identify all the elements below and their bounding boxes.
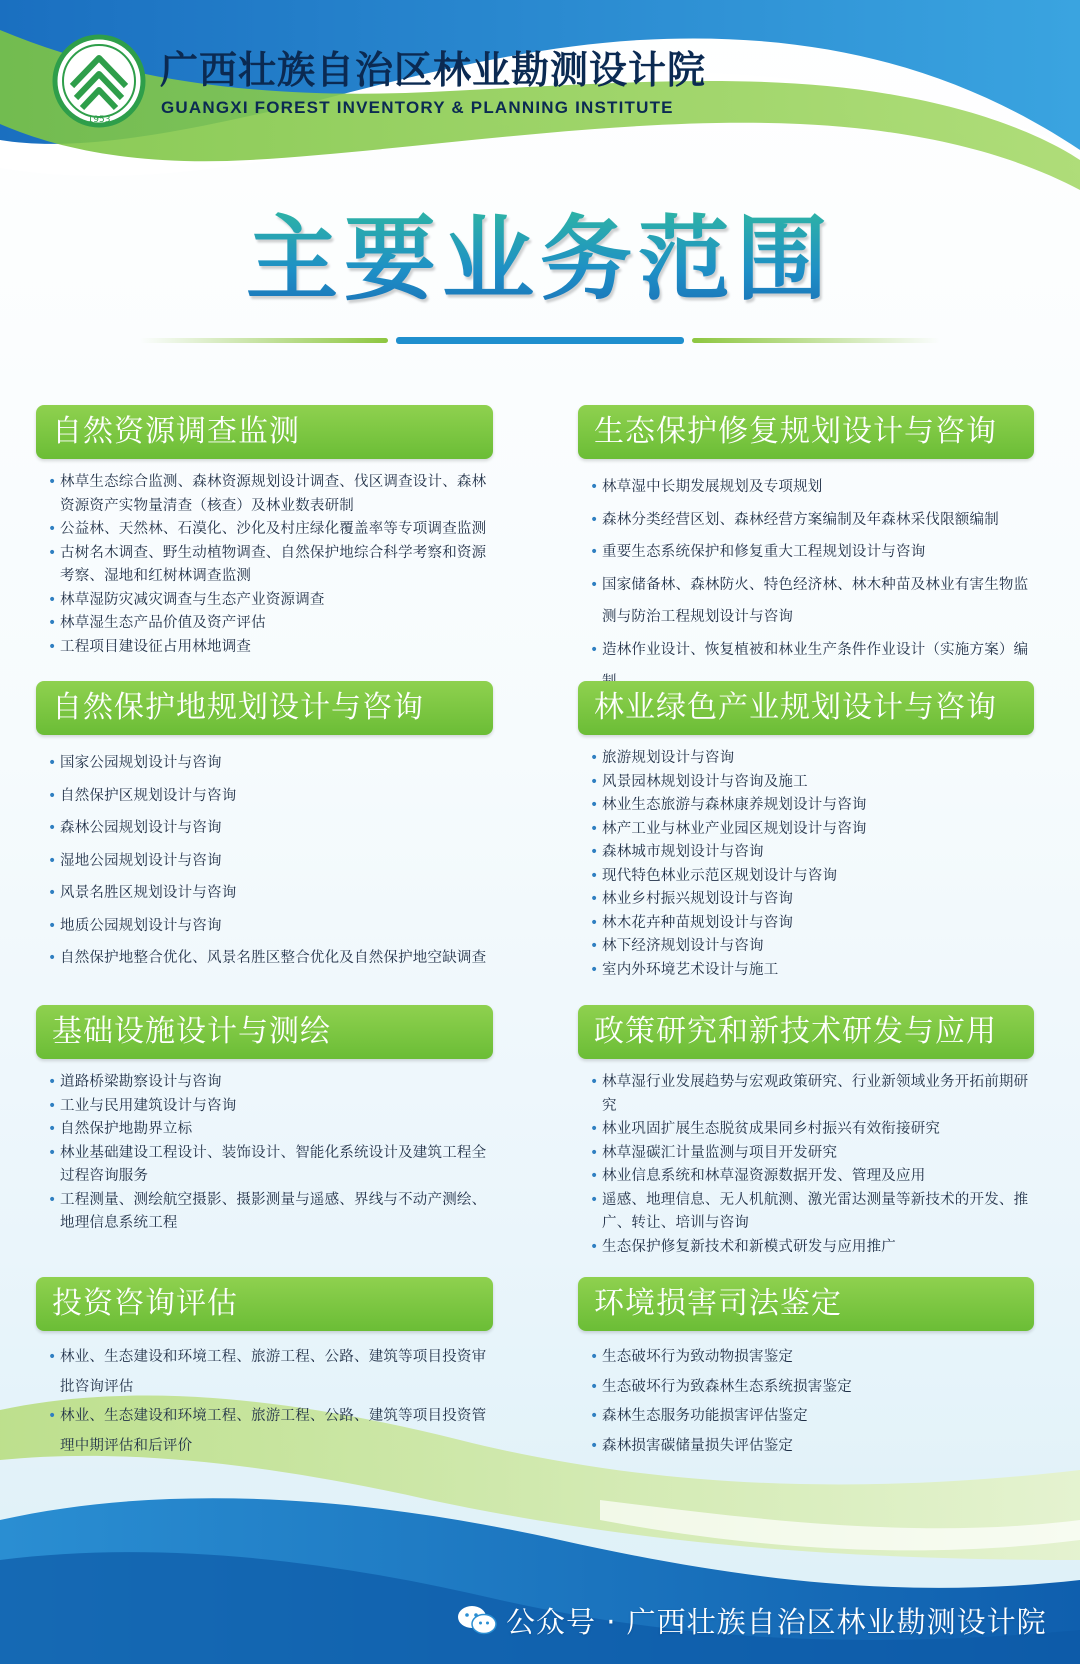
list-item: • 风景名胜区规划设计与咨询	[48, 877, 493, 910]
list-item: • 林草生态综合监测、森林资源规划设计调查、伐区调查设计、森林资源资产实物量清查（核查）及林业数表研制	[48, 471, 493, 518]
section-heading: 投资咨询评估	[36, 1277, 493, 1331]
footer-watermark	[456, 1598, 1047, 1642]
list-item: • 自然保护区规划设计与咨询	[48, 780, 493, 813]
section-heading: 基础设施设计与测绘	[36, 1005, 493, 1059]
list-item: • 林下经济规划设计与咨询	[590, 935, 1034, 959]
list-item: • 生态破坏行为致动物损害鉴定	[590, 1343, 1034, 1373]
org-name-en: GUANGXI FOREST INVENTORY & PLANNING INSTITUTE	[161, 98, 674, 117]
institute-logo	[52, 34, 146, 128]
list-item: • 林草湿中长期发展规划及专项规划	[590, 471, 1034, 504]
list-item: • 造林作业设计、恢复植被和林业生产条件作业设计（实施方案）编	[590, 634, 1034, 699]
list-item: • 重要生态系统保护和修复重大工程规划设计与咨询	[590, 536, 1034, 569]
list-item: • 森林分类经营区划、森林经营方案编制及年森林采伐限额编制	[590, 504, 1034, 537]
list-item: • 林草湿生态产品价值及资产评估	[48, 612, 493, 636]
list-item: • 林草湿碳汇计量监测与项目开发研究	[590, 1142, 1034, 1166]
list-item: • 国家公园规划设计与咨询	[48, 747, 493, 780]
section-list	[578, 747, 1034, 982]
list-item: • 生态破坏行为致森林生态系统损害鉴定	[590, 1373, 1034, 1403]
title-divider-center	[396, 337, 684, 344]
list-item: • 现代特色林业示范区规划设计与咨询	[590, 865, 1034, 889]
section-heading: 自然保护地规划设计与咨询	[36, 681, 493, 735]
section-policy-research-tech	[578, 1005, 1034, 1259]
list-item: • 古树名木调查、野生动植物调查、自然保护地综合科学考察和资源考察、湿地和红树林调查监测	[48, 542, 493, 589]
section-list	[36, 1343, 493, 1461]
list-item: • 林业乡村振兴规划设计与咨询	[590, 888, 1034, 912]
section-eco-restoration-planning	[578, 405, 1034, 699]
list-item: • 森林公园规划设计与咨询	[48, 812, 493, 845]
list-item: • 森林损害碳储量损失评估鉴定	[590, 1432, 1034, 1462]
section-infrastructure-surveying	[36, 1005, 493, 1236]
section-list	[578, 1071, 1034, 1259]
section-heading: 生态保护修复规划设计与咨询	[578, 405, 1034, 459]
org-name-cn: 广西壮族自治区林业勘测设计院	[160, 47, 707, 92]
list-item: • 林业基础建设工程设计、装饰设计、智能化系统设计及建筑工程全过程咨询服务	[48, 1142, 493, 1189]
section-heading: 环境损害司法鉴定	[578, 1277, 1034, 1331]
logo-year: 1953	[87, 115, 111, 125]
list-item: • 林业、生态建设和环境工程、旅游工程、公路、建筑等项目投资管理中期评估和后评价	[48, 1402, 493, 1461]
title-divider-left	[140, 338, 388, 343]
section-heading: 自然资源调查监测	[36, 405, 493, 459]
section-protected-area-planning	[36, 681, 493, 975]
list-item: • 风景园林规划设计与咨询及施工	[590, 771, 1034, 795]
list-item: • 地质公园规划设计与咨询	[48, 910, 493, 943]
list-item: • 林业巩固扩展生态脱贫成果同乡村振兴有效衔接研究	[590, 1118, 1034, 1142]
section-investment-consulting	[36, 1277, 493, 1461]
list-item: • 工业与民用建筑设计与咨询	[48, 1095, 493, 1119]
list-item: • 林木花卉种苗规划设计与咨询	[590, 912, 1034, 936]
footer-text: 公众号 · 广西壮族自治区林业勘测设计院	[506, 1604, 1047, 1639]
section-green-industry-planning	[578, 681, 1034, 982]
list-item: • 林草湿防灾减灾调查与生态产业资源调查	[48, 589, 493, 613]
section-list	[578, 471, 1034, 699]
list-item: • 林草湿行业发展趋势与宏观政策研究、行业新领域业务开拓前期研究	[590, 1071, 1034, 1118]
list-item: • 林产工业与林业产业园区规划设计与咨询	[590, 818, 1034, 842]
section-environmental-forensics	[578, 1277, 1034, 1461]
list-item: • 遥感、地理信息、无人机航测、激光雷达测量等新技术的开发、推广、转让、培训与咨询	[590, 1189, 1034, 1236]
wechat-icon	[456, 1603, 498, 1637]
title-divider-right	[692, 338, 940, 343]
section-heading: 政策研究和新技术研发与应用	[578, 1005, 1034, 1059]
list-item: • 工程测量、测绘航空摄影、摄影测量与遥感、界线与不动产测绘、地理信息系统工程	[48, 1189, 493, 1236]
list-item: • 室内外环境艺术设计与施工	[590, 959, 1034, 983]
section-list	[36, 471, 493, 659]
list-item: • 生态保护修复新技术和新模式研发与应用推广	[590, 1236, 1034, 1260]
list-item: • 自然保护地勘界立标	[48, 1118, 493, 1142]
section-natural-resource-survey	[36, 405, 493, 659]
section-heading: 林业绿色产业规划设计与咨询	[578, 681, 1034, 735]
section-list	[36, 747, 493, 975]
list-item: • 森林城市规划设计与咨询	[590, 841, 1034, 865]
list-item: • 林业生态旅游与森林康养规划设计与咨询	[590, 794, 1034, 818]
list-item: • 自然保护地整合优化、风景名胜区整合优化及自然保护地空缺调查	[48, 942, 493, 975]
list-item: • 湿地公园规划设计与咨询	[48, 845, 493, 878]
list-item: • 工程项目建设征占用林地调查	[48, 636, 493, 660]
list-item: • 旅游规划设计与咨询	[590, 747, 1034, 771]
list-item: • 林业信息系统和林草湿资源数据开发、管理及应用	[590, 1165, 1034, 1189]
list-item: • 森林生态服务功能损害评估鉴定	[590, 1402, 1034, 1432]
list-item: • 道路桥梁勘察设计与咨询	[48, 1071, 493, 1095]
section-list	[578, 1343, 1034, 1461]
list-item: • 林业、生态建设和环境工程、旅游工程、公路、建筑等项目投资审批咨询评估	[48, 1343, 493, 1402]
section-list	[36, 1071, 493, 1236]
list-item: • 公益林、天然林、石漠化、沙化及村庄绿化覆盖率等专项调查监测	[48, 518, 493, 542]
list-item: • 国家储备林、森林防火、特色经济林、林木种苗及林业有害生物监测与防治工程规划设计与咨询	[590, 569, 1034, 634]
page-title: 主要业务范围	[0, 205, 1080, 315]
